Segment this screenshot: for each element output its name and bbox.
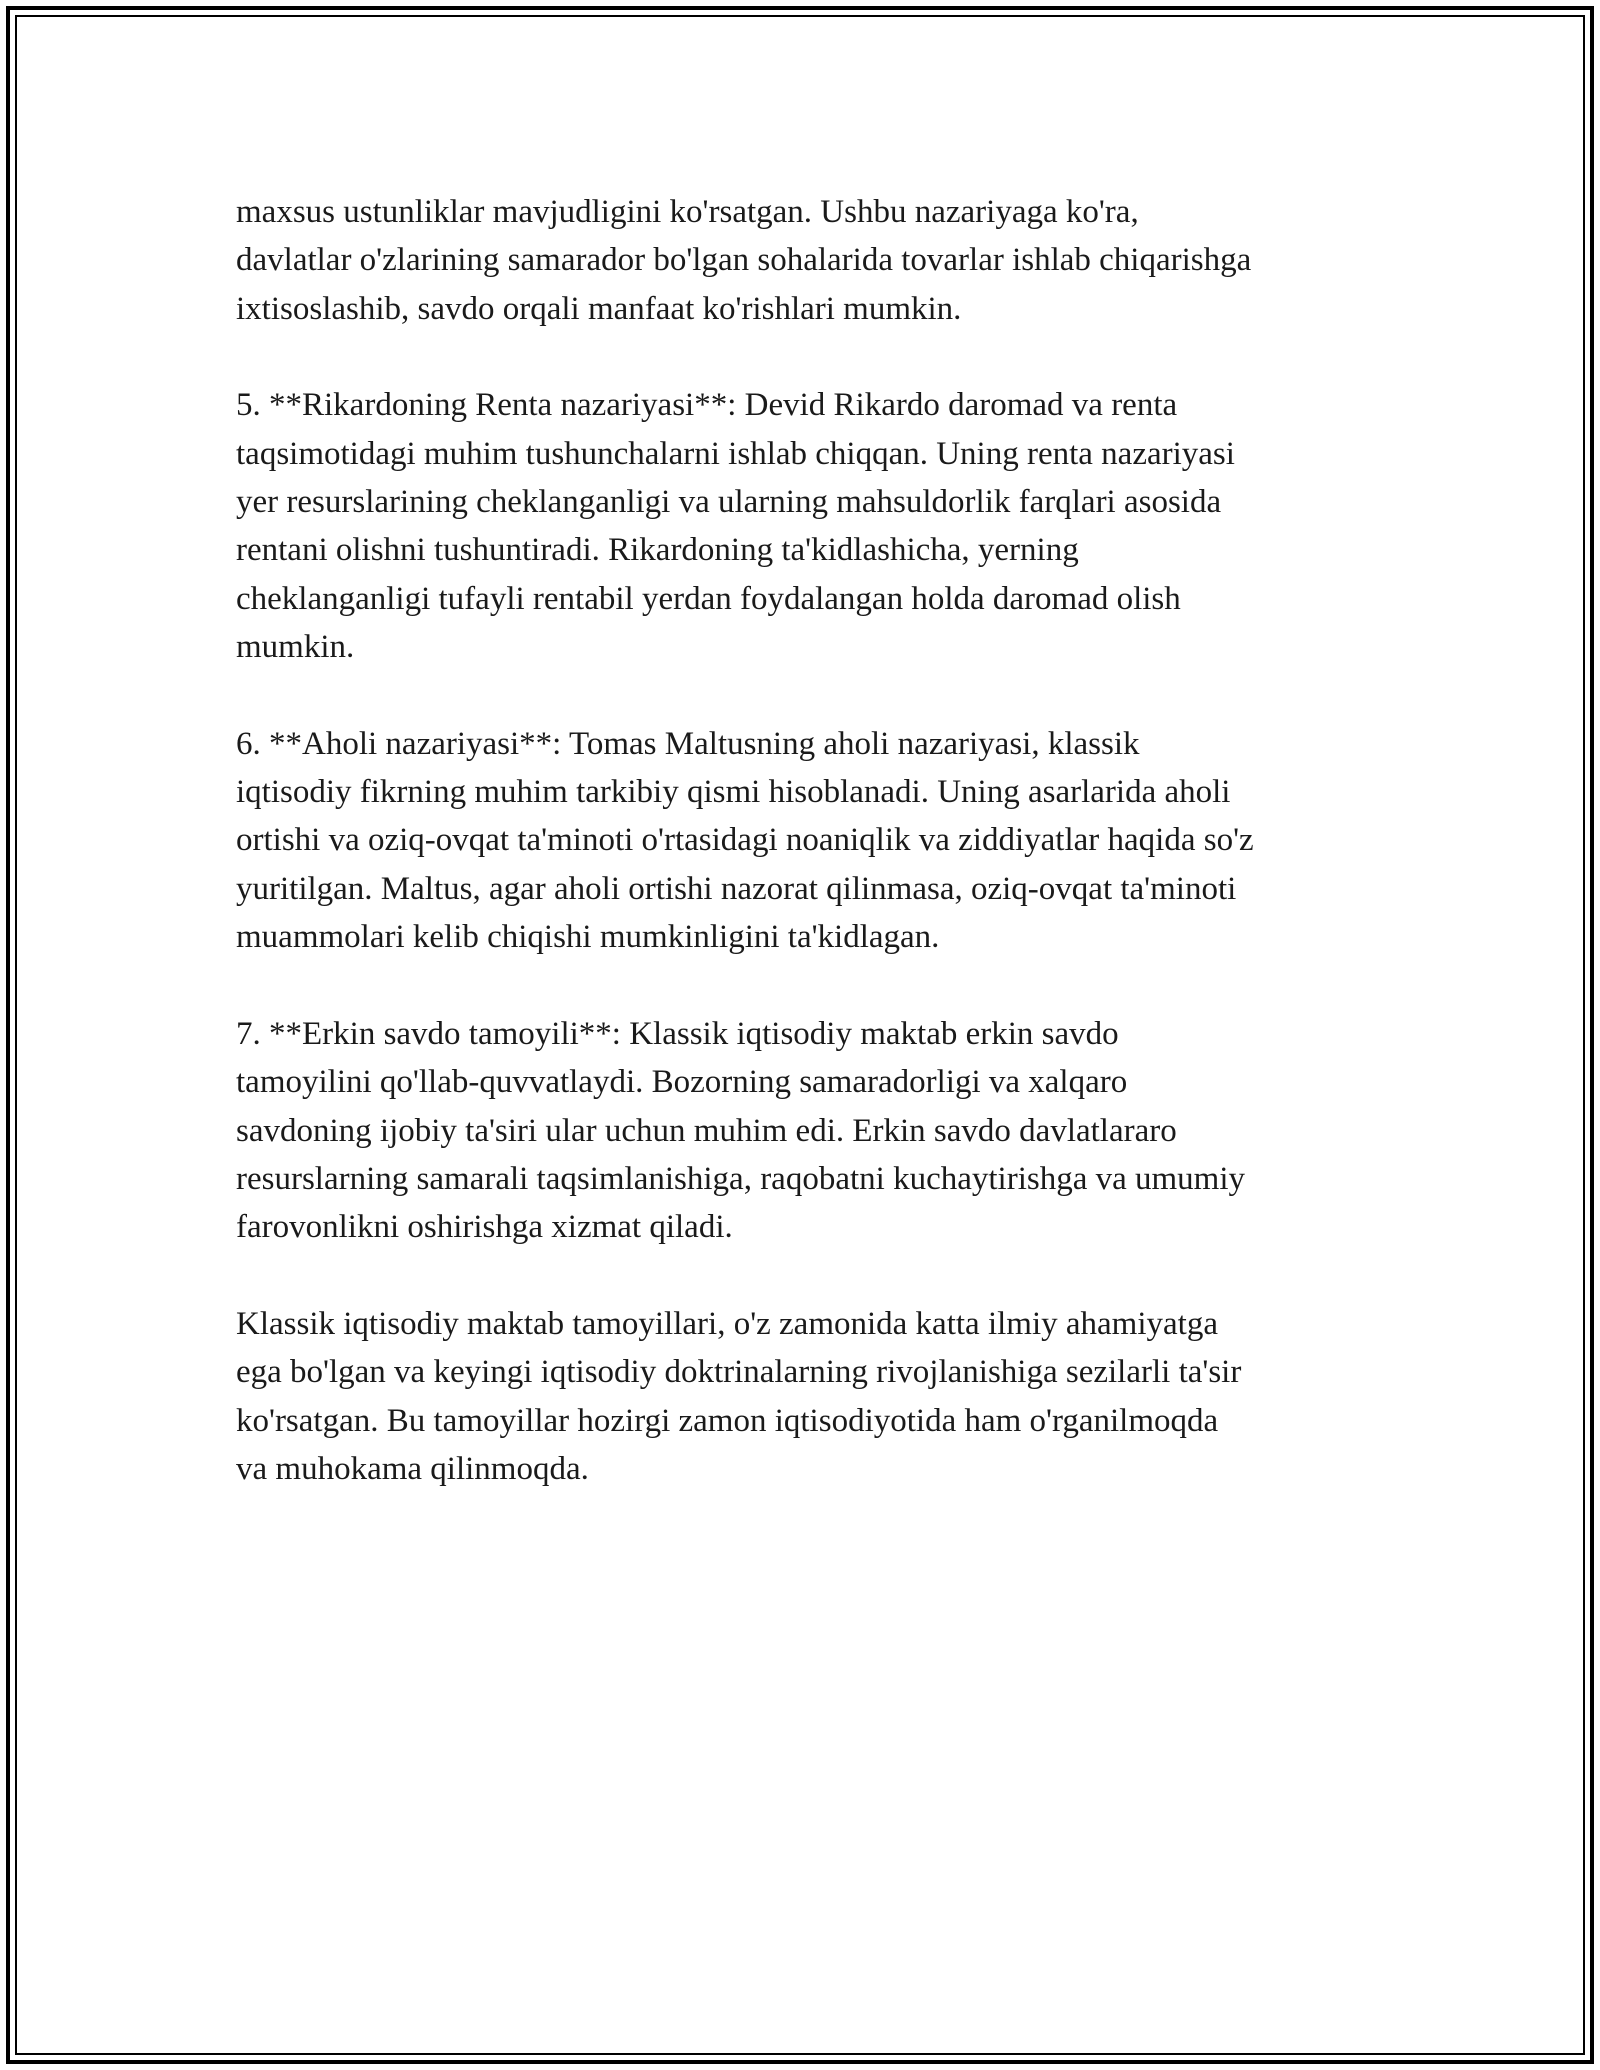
- text-line: yer resurslarining cheklanganligi va ularning mahsuldorlik farqlari asosida: [236, 484, 1222, 521]
- text-line: rentani olishni tushuntiradi. Rikardoning ta'kidlashicha, yerning: [236, 532, 1079, 569]
- text-line: ega bo'lgan va keyingi iqtisodiy doktrinalarning rivojlanishiga sezilarli ta'sir: [236, 1354, 1242, 1391]
- text-line: ko'rsatgan. Bu tamoyillar hozirgi zamon iqtisodiyotida ham o'rganilmoqda: [236, 1402, 1219, 1439]
- text-line: va muhokama qilinmoqda.: [236, 1450, 589, 1487]
- text-line: ixtisoslashib, savdo orqali manfaat ko'rishlari mumkin.: [236, 290, 962, 327]
- text-line: mumkin.: [236, 629, 355, 666]
- paragraph-comparative-advantage: [236, 188, 1386, 333]
- text-line: davlatlar o'zlarining samarador bo'lgan sohalarida tovarlar ishlab chiqarishga: [236, 242, 1252, 279]
- text-line: 5. **Rikardoning Renta nazariyasi**: Devid Rikardo daromad va renta: [236, 387, 1178, 424]
- text-line: 7. **Erkin savdo tamoyili**: Klassik iqtisodiy maktab erkin savdo: [236, 1015, 1119, 1052]
- text-line: yuritilgan. Maltus, agar aholi ortishi nazorat qilinmasa, oziq-ovqat ta'minoti: [236, 870, 1237, 907]
- text-line: muammolari kelib chiqishi mumkinligini ta'kidlagan.: [236, 919, 940, 956]
- text-line: Klassik iqtisodiy maktab tamoyillari, o'z zamonida katta ilmiy ahamiyatga: [236, 1305, 1218, 1342]
- text-line: 6. **Aholi nazariyasi**: Tomas Maltusning aholi nazariyasi, klassik: [236, 725, 1140, 762]
- text-line: taqsimotidagi muhim tushunchalarni ishlab chiqqan. Uning renta nazariyasi: [236, 435, 1235, 472]
- text-line: farovonlikni oshirishga xizmat qiladi.: [236, 1209, 733, 1246]
- paragraph-population-theory: [236, 720, 1386, 962]
- text-line: ortishi va oziq-ovqat ta'minoti o'rtasidagi noaniqlik va ziddiyatlar haqida so'z: [236, 822, 1254, 859]
- text-line: resurslarning samarali taqsimlanishiga, raqobatni kuchaytirishga va umumiy: [236, 1160, 1245, 1197]
- text-line: maxsus ustunliklar mavjudligini ko'rsatgan. Ushbu nazariyaga ko'ra,: [236, 194, 1139, 230]
- text-line: iqtisodiy fikrning muhim tarkibiy qismi hisoblanadi. Uning asarlarida aholi: [236, 774, 1231, 811]
- paragraph-conclusion: [236, 1300, 1386, 1494]
- text-line: savdoning ijobiy ta'siri ular uchun muhim edi. Erkin savdo davlatlararo: [236, 1112, 1177, 1149]
- text-line: cheklanganligi tufayli rentabil yerdan foydalangan holda daromad olish: [236, 580, 1181, 617]
- text-line: tamoyilini qo'llab-quvvatlaydi. Bozorning samaradorligi va xalqaro: [236, 1064, 1128, 1101]
- document-body: [236, 188, 1386, 1541]
- paragraph-free-trade: [236, 1010, 1386, 1252]
- paragraph-rent-theory: [236, 381, 1386, 671]
